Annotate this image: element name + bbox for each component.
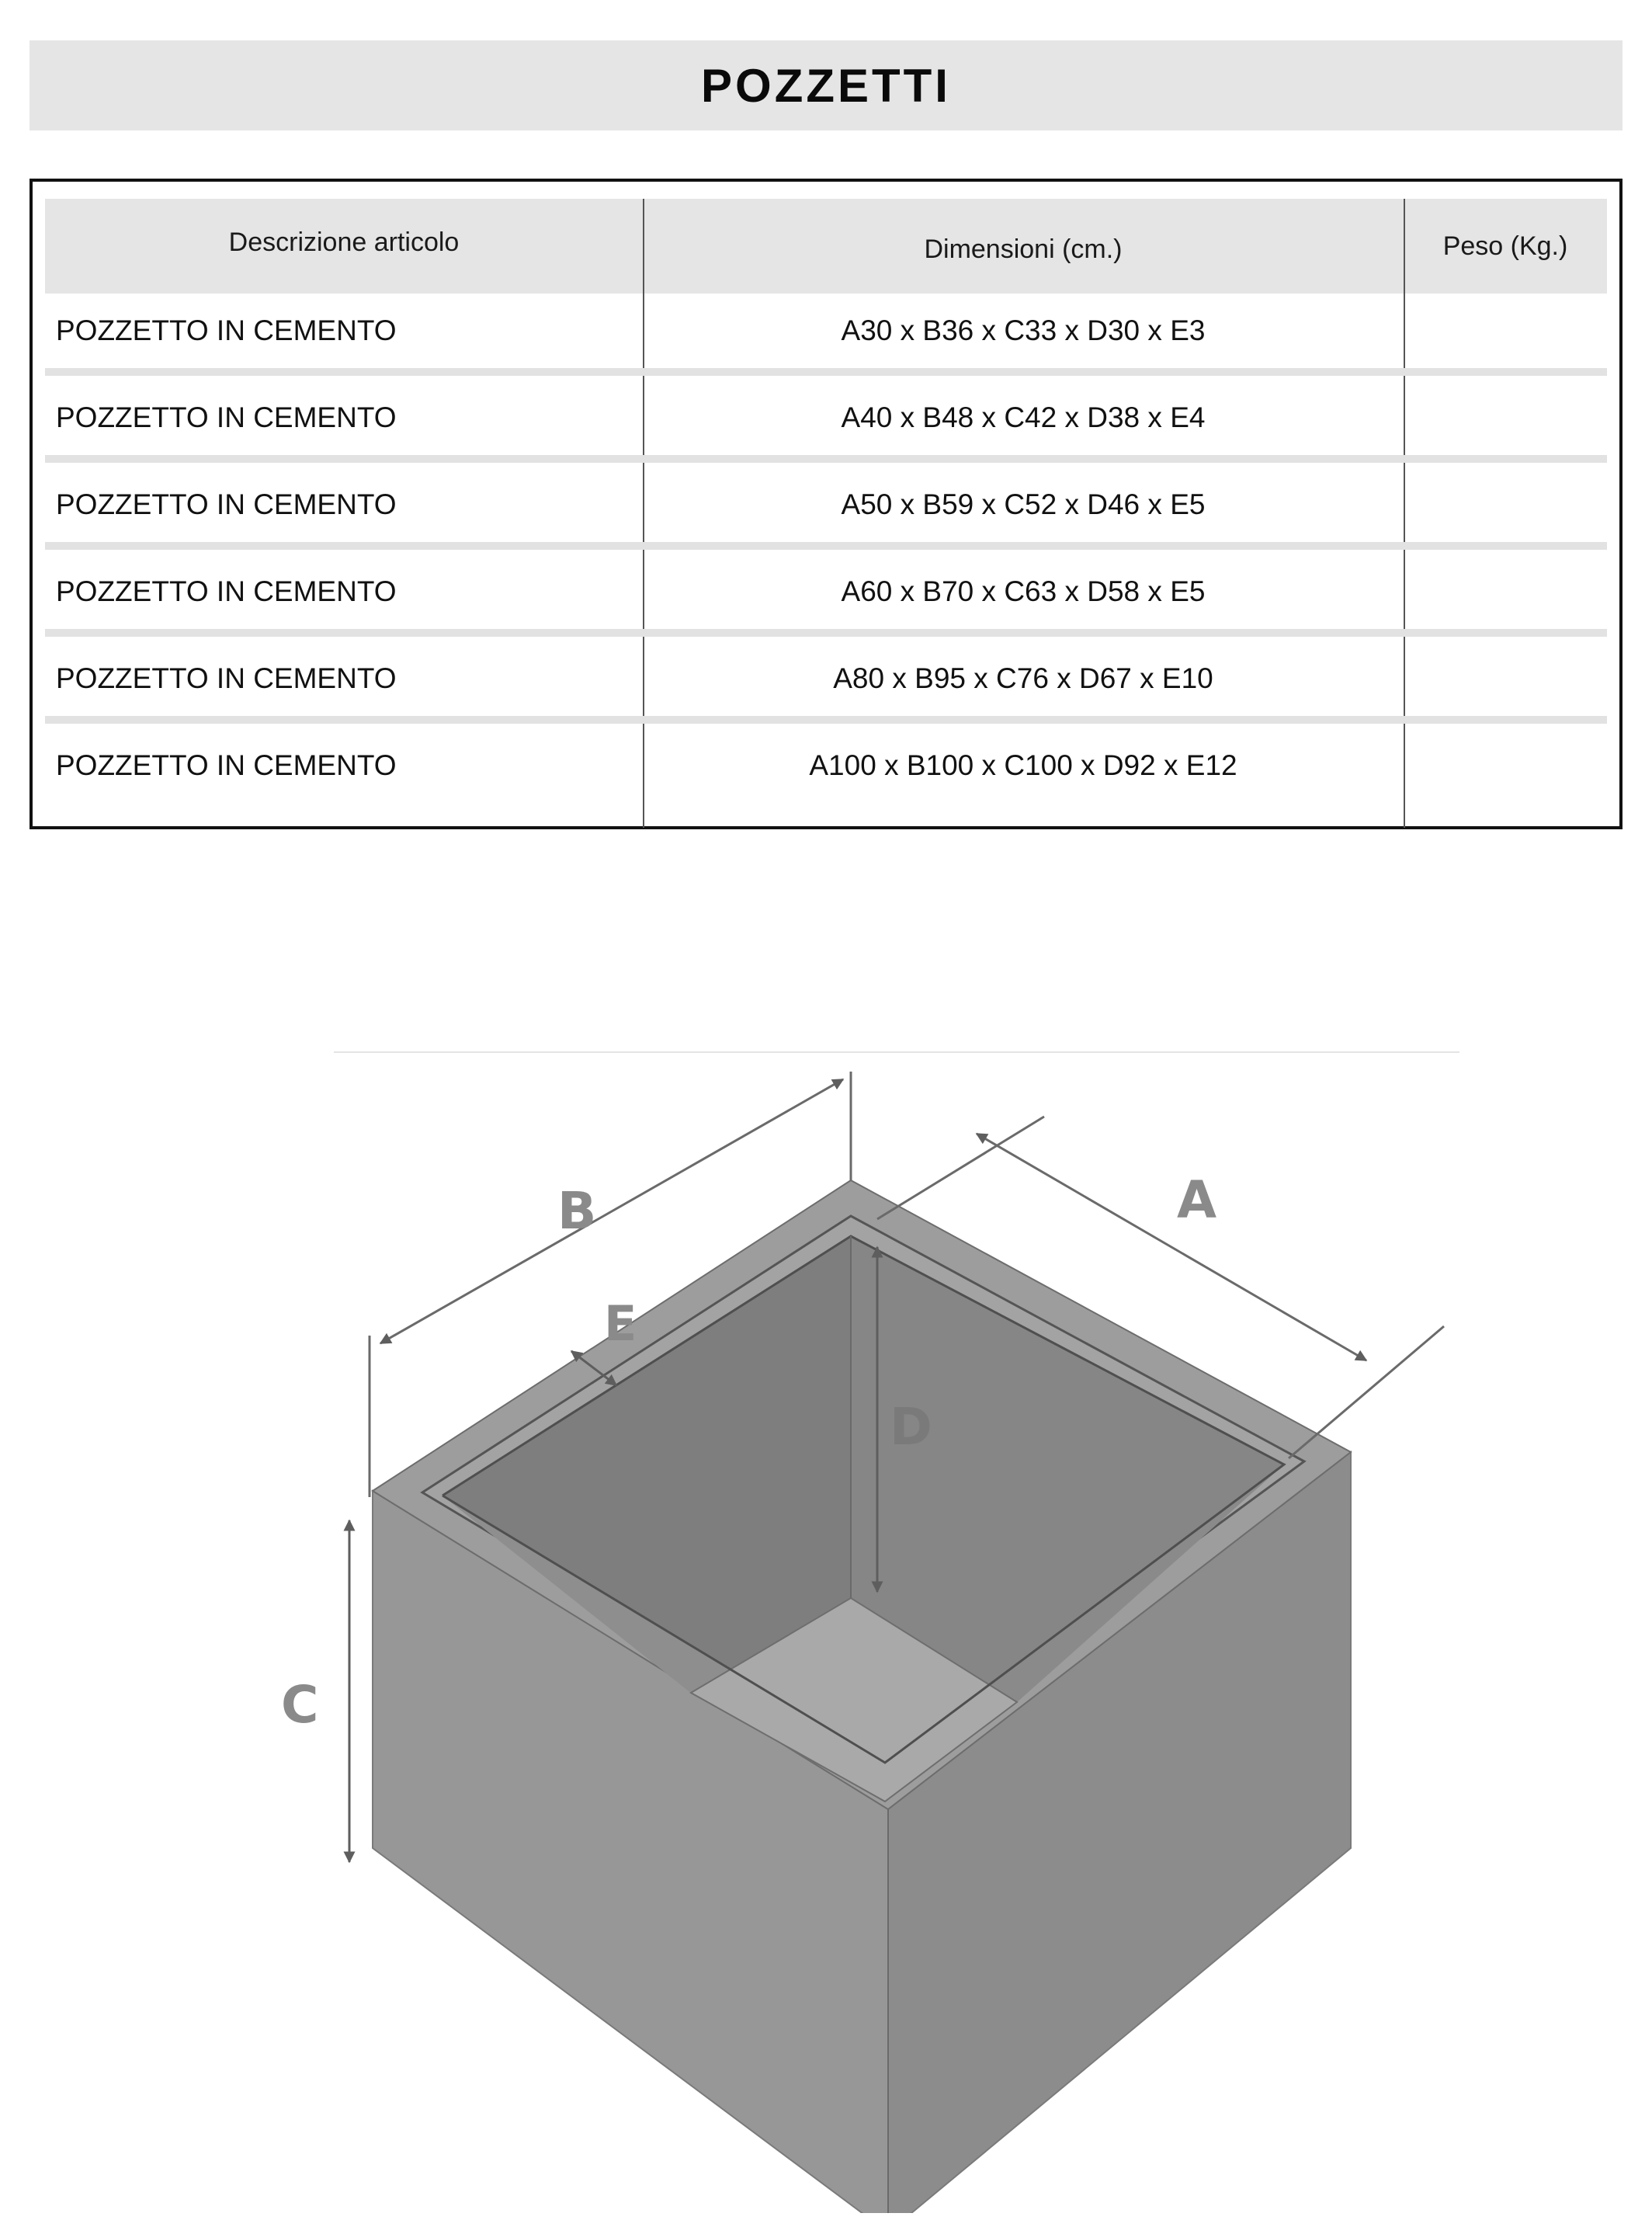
row-dimensions: A100 x B100 x C100 x D92 x E12 (809, 749, 1237, 781)
manhole-diagram (233, 1033, 1475, 2213)
row-description: POZZETTO IN CEMENTO (56, 401, 397, 433)
table-row (45, 554, 1607, 637)
table-row (45, 728, 1607, 803)
row-separator (45, 455, 1607, 463)
row-dimensions: A50 x B59 x C52 x D46 x E5 (841, 488, 1206, 520)
label-c: C (281, 1675, 319, 1735)
table-row (45, 467, 1607, 550)
row-dimensions: A40 x B48 x C42 x D38 x E4 (841, 401, 1206, 433)
table-row (45, 294, 1607, 376)
row-weight (1404, 641, 1607, 716)
header-description: Descrizione articolo (228, 227, 460, 257)
row-weight (1404, 467, 1607, 542)
row-dimensions: A60 x B70 x C63 x D58 x E5 (841, 575, 1206, 607)
row-separator (45, 542, 1607, 550)
row-separator (45, 716, 1607, 724)
table-row (45, 380, 1607, 463)
row-weight (1404, 728, 1607, 803)
page-title: POZZETTI (701, 59, 951, 112)
label-b: B (557, 1181, 597, 1241)
row-description: POZZETTO IN CEMENTO (56, 749, 397, 781)
label-e: E (604, 1295, 637, 1352)
row-separator (45, 368, 1607, 376)
row-description: POZZETTO IN CEMENTO (56, 575, 397, 607)
extension-line-a-bottom (1289, 1326, 1444, 1458)
header-dimensions: Dimensioni (cm.) (924, 234, 1123, 264)
label-a: A (1177, 1170, 1217, 1230)
row-weight (1404, 294, 1607, 368)
row-dimensions: A30 x B36 x C33 x D30 x E3 (841, 314, 1206, 346)
label-d: D (890, 1397, 932, 1457)
row-description: POZZETTO IN CEMENTO (56, 314, 397, 346)
row-separator (45, 629, 1607, 637)
table-header (45, 199, 1607, 294)
row-weight (1404, 380, 1607, 455)
table-row (45, 641, 1607, 724)
dimensions-table (30, 179, 1622, 829)
row-description: POZZETTO IN CEMENTO (56, 662, 397, 694)
row-description: POZZETTO IN CEMENTO (56, 488, 397, 520)
extension-line-a-top (877, 1117, 1044, 1219)
row-weight (1404, 554, 1607, 629)
header-weight: Peso (Kg.) (1442, 231, 1568, 261)
title-bar (30, 40, 1622, 130)
row-dimensions: A80 x B95 x C76 x D67 x E10 (833, 662, 1213, 694)
